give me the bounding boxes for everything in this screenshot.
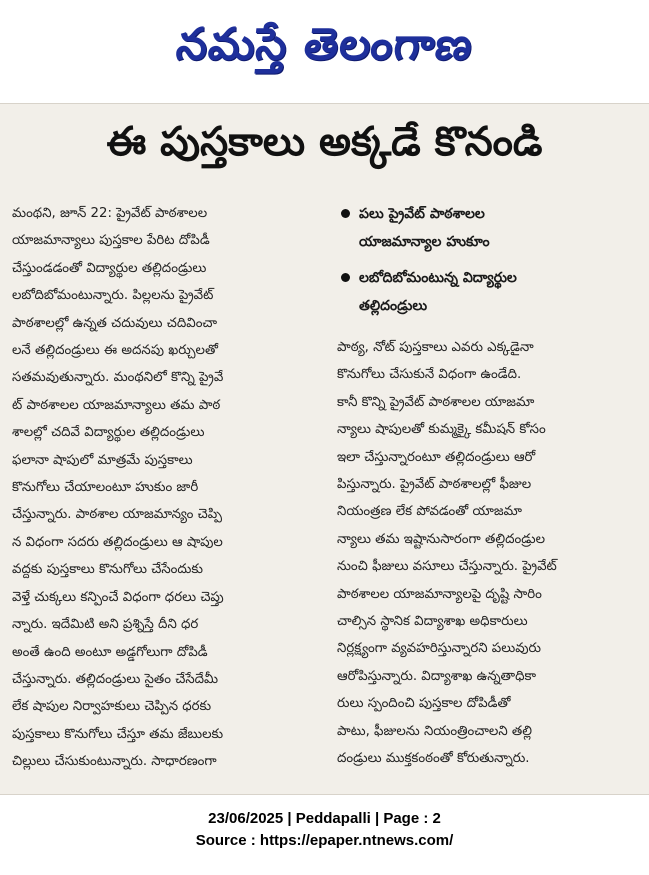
body-line: చేస్తున్నారు. పాఠశాల యాజమాన్యం చెప్పి [12,507,222,523]
body-line: చిల్లులు చేసుకుంటున్నారు. సాధారణంగా [12,754,217,770]
body-line: రులు స్పందించి పుస్తకాల దోపిడీతో [337,696,511,712]
highlight-line: తల్లిదండ్రులు [359,298,428,314]
body-line: న్నారు. ఇదేమిటి అని ప్రశ్నిస్తే దీని ధర [12,617,199,633]
body-line: యాజమాన్యాలు పుస్తకాల పేరిట దోపిడీ [12,233,210,249]
body-line: శాలల్లో చదివే విద్యార్థుల తల్లిదండ్రులు [12,425,205,441]
body-line: ట్ పాఠశాలల యాజమాన్యాలు తమ పాఠ [12,397,221,413]
body-line: అంతే ఉంది అంటూ అడ్డగోలుగా దోపిడీ [12,644,208,660]
article-body-right [337,334,632,773]
body-line: పాఠశాలల్లో ఉన్నత చదువులు చదివించా [12,315,218,331]
body-line: మంథని, జూన్ 22: ప్రైవేట్ పాఠశాలల [12,206,208,221]
masthead [0,0,649,100]
footer-date-edition: 23/06/2025 | Peddapalli | Page : 2 [208,810,441,827]
body-line: కొనుగోలు చేయాలంటూ హుకుం జారీ [12,480,199,496]
body-line: చేస్తున్నారు. తల్లిదండ్రులు సైతం చేసేదేమీ [12,671,219,687]
article-headline: ఈ పుస్తకాలు అక్కడే కొనండి [106,119,543,165]
bullet-icon [341,209,350,218]
body-line: పిస్తున్నారు. ప్రైవేట్ పాఠశాలల్లో ఫీజుల [337,477,532,493]
highlight-item [337,200,632,256]
article-body-left [12,200,324,776]
body-line: సతమవుతున్నారు. మంథనిలో కొన్ని ప్రైవే [12,370,224,386]
highlight-line: పలు ప్రైవేట్ పాఠశాలల [359,206,485,222]
body-line: చాల్సిన స్థానిక విద్యాశాఖ అధికారులు [337,614,528,630]
body-line: ఆరోపిస్తున్నారు. విద్యాశాఖ ఉన్నతాధికా [337,668,537,684]
body-line: లనే తల్లిదండ్రులు ఈ అదనపు ఖర్చులతో [12,343,218,359]
body-line: దండ్రులు ముక్తకంఠంతో కోరుతున్నారు. [337,751,530,767]
article-highlights [337,200,632,328]
body-line: వెళ్తే చుక్కలు కన్పించే విధంగా ధరలు చెప్తు [12,589,224,605]
body-line: చేస్తుండడంతో విద్యార్థుల తల్లిదండ్రులు [12,260,207,276]
body-line: పాఠశాలల యాజమాన్యాలపై దృష్టి సారిం [337,586,542,602]
body-line: నియంత్రణ లేక పోవడంతో యాజమా [337,504,522,520]
body-line: కొనుగోలు చేసుకునే విధంగా ఉండేది. [337,367,522,383]
body-line: నుంచి ఫీజులు వసూలు చేస్తున్నారు. ప్రైవేట్ [337,559,557,575]
body-line: పాటు, ఫీజులను నియంత్రించాలని తల్లి [337,723,533,739]
body-line: నిర్లక్ష్యంగా వ్యవహరిస్తున్నారని పలువురు [337,641,542,657]
news-clipping [0,103,649,795]
newspaper-logo: నమస్తే తెలంగాణ [174,19,476,70]
body-line: పుస్తకాలు కొనుగోలు చేస్తూ తమ జేబులకు [12,726,224,742]
body-line: లేక షాపుల నిర్వాహకులు చెప్పిన ధరకు [12,699,212,715]
body-line: న విధంగా సదరు తల్లిదండ్రులు ఆ షాపుల [12,534,223,550]
body-line: ఫలానా షాపులో మాత్రమే పుస్తకాలు [12,452,193,468]
body-line: పాఠ్య, నోట్ పుస్తకాలు ఎవరు ఎక్కడైనా [337,340,534,355]
body-line: న్యాలు షాపులతో కుమ్మక్కై కమీషన్ కోసం [337,422,546,438]
body-line: కానీ కొన్ని ప్రైవేట్ పాఠశాలల యాజమా [337,394,535,410]
highlight-line: లబోదిబోమంటున్న విద్యార్థుల [359,270,517,286]
highlight-line: యాజమాన్యాల హుకూం [359,234,490,250]
body-line: లబోదిబోమంటున్నారు. పిల్లలను ప్రైవేట్ [12,288,214,304]
footer-source: Source : https://epaper.ntnews.com/ [195,832,454,849]
body-line: న్యాలు తమ ఇష్టానుసారంగా తల్లిదండ్రుల [337,531,546,547]
highlight-item [337,264,632,320]
body-line: వద్దకు పుస్తకాలు కొనుగోలు చేసేందుకు [12,562,203,578]
body-line: ఇలా చేస్తున్నారంటూ తల్లిదండ్రులు ఆరో [337,449,536,465]
bullet-icon [341,273,350,282]
clipping-footer [0,808,649,868]
